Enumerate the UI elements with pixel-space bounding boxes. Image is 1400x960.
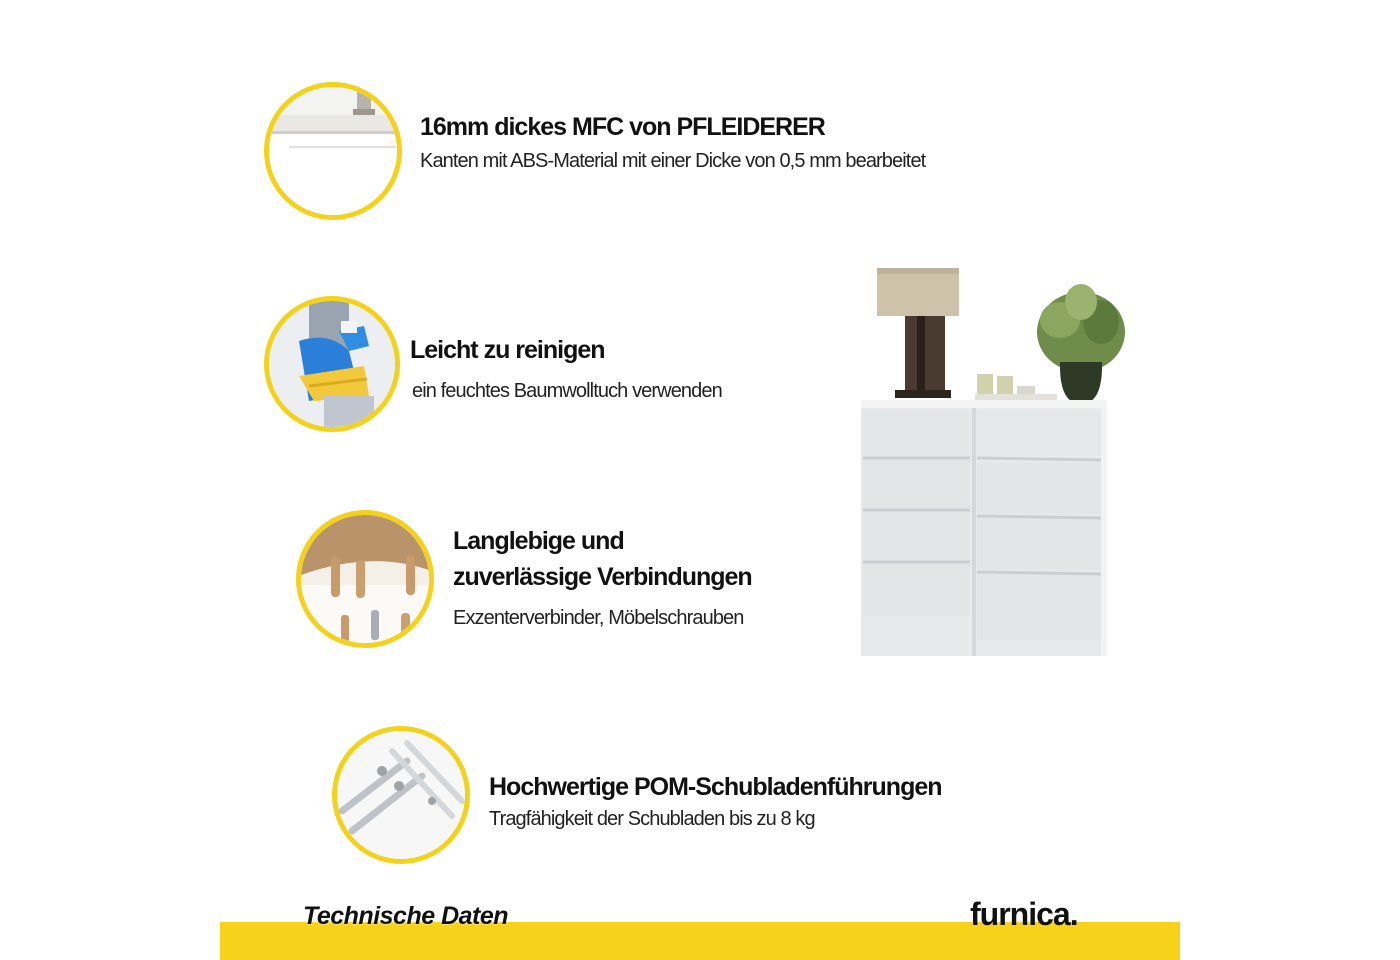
feature-title: 16mm dickes MFC von PFLEIDERER — [420, 113, 825, 141]
brand-logo: furnica. — [970, 896, 1078, 932]
feature-title-line1: Langlebige und — [453, 527, 624, 555]
tray-with-glasses — [975, 374, 1057, 400]
feature-description: Kanten mit ABS-Material mit einer Dicke von 0,5 mm bearbeitet — [420, 150, 926, 172]
dresser-body — [861, 400, 1107, 656]
feature-description: ein feuchtes Baumwolltuch verwenden — [412, 380, 722, 402]
technical-data-label: Technische Daten — [303, 902, 509, 930]
feature-title: Hochwertige POM-Schubladenführungen — [489, 773, 942, 801]
feature-title-line2: zuverlässige Verbindungen — [453, 563, 752, 591]
cleaning-gloves-icon — [264, 296, 400, 432]
feature-description: Tragfähigkeit der Schubladen bis zu 8 kg — [489, 808, 815, 830]
dresser-product-image — [855, 262, 1125, 667]
dowel-connectors-icon — [296, 510, 434, 648]
drawer-rails-icon — [332, 726, 470, 864]
mfc-board-edge-icon — [264, 82, 402, 220]
feature-title: Leicht zu reinigen — [410, 336, 605, 364]
table-lamp — [877, 268, 959, 398]
feature-description: Exzenterverbinder, Möbelschrauben — [453, 607, 744, 629]
potted-plant — [1037, 284, 1125, 404]
